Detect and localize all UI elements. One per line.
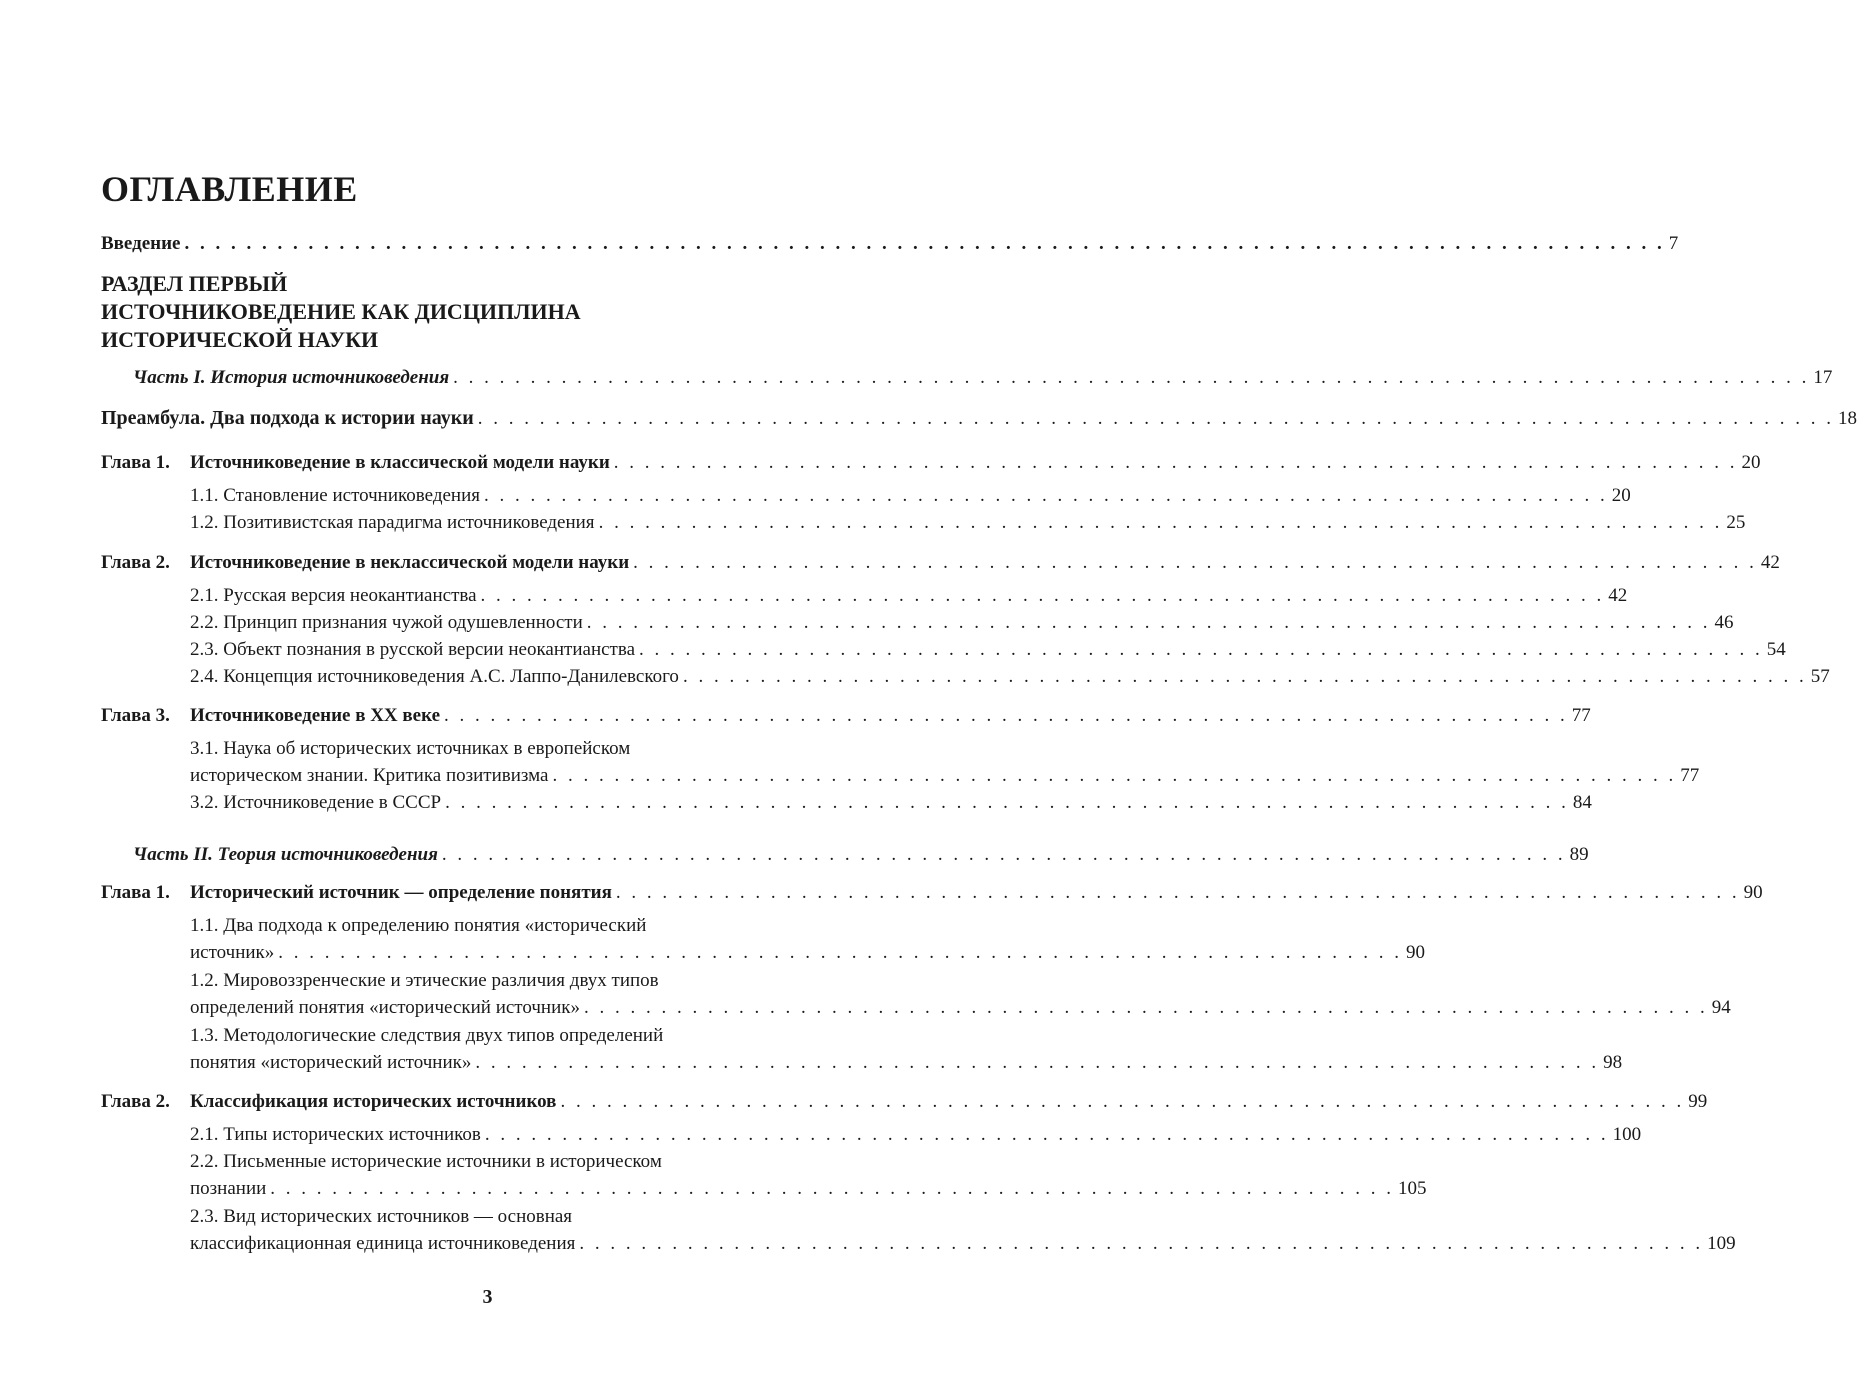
entry-text-line: 1.3. Методологические следствия двух типов определений: [190, 1025, 664, 1046]
dot-leader: . . . . . . . . . . . . . . . . . . . . . . . . . . . . . . . . . . . . . . . . . . . . . . . . . . . . . . . . . . . . . . . . . . . . . . . . .: [444, 705, 1568, 726]
chapter-label: Глава 2.: [101, 552, 170, 573]
dot-leader: . . . . . . . . . . . . . . . . . . . . . . . . . . . . . . . . . . . . . . . . . . . . . . . . . . . . . . . . . . . . . . . . . . . . . . . . .: [480, 585, 1605, 606]
entry-page: 100: [1612, 1124, 1642, 1145]
dot-leader: . . . . . . . . . . . . . . . . . . . . . . . . . . . . . . . . . . . . . . . . . . . . . . . . . . . . . . . . . . . . . . . . . . . . . . . . .: [598, 512, 1723, 533]
section-heading-line: ИСТОЧНИКОВЕДЕНИЕ КАК ДИСЦИПЛИНА: [101, 299, 581, 324]
chapter-label: Глава 1.: [101, 452, 170, 473]
chapter-label: Глава 1.: [101, 882, 170, 903]
toc-entry-chapter: [0, 879, 1763, 907]
section-heading: [101, 270, 581, 354]
toc-entry-part1: [0, 364, 1833, 392]
dot-leader: . . . . . . . . . . . . . . . . . . . . . . . . . . . . . . . . . . . . . . . . . . . . . . . . . . . . . . . . . . . . . . . . . . . . . . . . .: [445, 792, 1569, 813]
chapter-label: Глава 2.: [101, 1091, 170, 1112]
dot-leader: . . . . . . . . . . . . . . . . . . . . . . . . . . . . . . . . . . . . . . . . . . . . . . . . . . . . . . . . . . . . . . . . . . . . . . . . . . . . . . . . . . . . . . . . . . . . . . . .: [184, 233, 1665, 254]
entry-text-line: 1.2. Мировоззренческие и этические различия двух типов: [190, 970, 659, 991]
entry-page: 99: [1688, 1091, 1708, 1112]
section-heading-line: РАЗДЕЛ ПЕРВЫЙ: [101, 271, 288, 296]
entry-page: 18: [1838, 408, 1857, 429]
dot-leader: . . . . . . . . . . . . . . . . . . . . . . . . . . . . . . . . . . . . . . . . . . . . . . . . . . . . . . . . . . . . . . . . . . . . . . . . .: [682, 666, 1807, 687]
entry-text: Источниковедение в классической модели науки: [190, 452, 610, 473]
toc-entry-subsection: [0, 509, 1746, 537]
entry-page: 54: [1766, 639, 1786, 660]
toc-entry-chapter: [0, 702, 1591, 730]
entry-page: 77: [1571, 705, 1591, 726]
entry-text: 1.1. Становление источниковедения: [190, 485, 481, 506]
dot-leader: . . . . . . . . . . . . . . . . . . . . . . . . . . . . . . . . . . . . . . . . . . . . . . . . . . . . . . . . . . . . . . . . . . . . . . . . .: [633, 552, 1757, 573]
toc-entry-subsection: [0, 1175, 1427, 1203]
dot-leader: . . . . . . . . . . . . . . . . . . . . . . . . . . . . . . . . . . . . . . . . . . . . . . . . . . . . . . . . . . . . . . . . . . . . . . . . .: [560, 1091, 1685, 1112]
entry-text: 2.1. Русская версия неокантианства: [190, 585, 477, 606]
dot-leader: . . . . . . . . . . . . . . . . . . . . . . . . . . . . . . . . . . . . . . . . . . . . . . . . . . . . . . . . . . . . . . . . . . . . . . . . .: [270, 1178, 1395, 1199]
dot-leader: . . . . . . . . . . . . . . . . . . . . . . . . . . . . . . . . . . . . . . . . . . . . . . . . . . . . . . . . . . . . . . . . . . . . . . . . . . . . . . . . . . . . . . . .: [477, 408, 1835, 429]
entry-page: 105: [1398, 1178, 1427, 1199]
toc-entry-chapter: [0, 1088, 1708, 1116]
entry-text: Преамбула. Два подхода к истории науки: [101, 407, 474, 429]
entry-page: 25: [1726, 512, 1746, 533]
toc-entry-subsection: [0, 1049, 1623, 1077]
toc-entry-chapter: [0, 549, 1780, 577]
entry-text: 3.2. Источниковедение в СССР: [190, 792, 442, 813]
entry-text: Введение: [101, 233, 181, 254]
entry-page: 77: [1680, 765, 1700, 786]
entry-text-line: 2.3. Вид исторических источников — основная: [190, 1206, 573, 1227]
toc-entry-subsection: [0, 762, 1700, 790]
toc-entry-part2: [0, 841, 1589, 869]
entry-page: 90: [1743, 882, 1763, 903]
page-number: 3: [482, 1286, 493, 1308]
dot-leader: . . . . . . . . . . . . . . . . . . . . . . . . . . . . . . . . . . . . . . . . . . . . . . . . . . . . . . . . . . . . . . . . . . . . . . . . .: [484, 485, 1608, 506]
page-title: ОГЛАВЛЕНИЕ: [101, 169, 358, 209]
entry-text: Классификация исторических источников: [190, 1091, 557, 1112]
entry-page: 42: [1608, 585, 1628, 606]
entry-text: 2.1. Типы исторических источников: [190, 1124, 481, 1145]
toc-entry-subsection: [0, 994, 1731, 1022]
dot-leader: . . . . . . . . . . . . . . . . . . . . . . . . . . . . . . . . . . . . . . . . . . . . . . . . . . . . . . . . . . . . . . . . . . . . . . . . . . . . . . . . . . . . . . . .: [453, 367, 1810, 388]
entry-text: 2.3. Объект познания в русской версии неокантианства: [190, 639, 635, 660]
entry-text: понятия «исторический источник»: [190, 1052, 472, 1073]
toc-entry-subsection: [0, 482, 1631, 510]
toc-entry-subsection: [0, 582, 1628, 610]
entry-text: Исторический источник — определение понятия: [190, 882, 612, 903]
dot-leader: . . . . . . . . . . . . . . . . . . . . . . . . . . . . . . . . . . . . . . . . . . . . . . . . . . . . . . . . . . . . . . . . . . . . . . . . .: [613, 452, 1738, 473]
dot-leader: . . . . . . . . . . . . . . . . . . . . . . . . . . . . . . . . . . . . . . . . . . . . . . . . . . . . . . . . . . . . . . . . . . . . . . . . .: [484, 1124, 1609, 1145]
toc-entry-intro: [0, 230, 1679, 258]
entry-page: 42: [1760, 552, 1780, 573]
entry-text: определений понятия «исторический источник»: [190, 997, 580, 1018]
entry-page: 57: [1810, 666, 1830, 687]
entry-page: 17: [1813, 367, 1833, 388]
entry-text: 2.4. Концепция источниковедения А.С. Лаппо-Данилевского: [190, 666, 679, 687]
toc-entry-subsection: [0, 636, 1786, 664]
entry-text: Часть II. Теория источниковедения: [133, 844, 438, 865]
chapter-label: Глава 3.: [101, 705, 170, 726]
entry-text: 2.2. Принцип признания чужой одушевленности: [190, 612, 583, 633]
entry-page: 98: [1603, 1052, 1623, 1073]
entry-page: 109: [1707, 1233, 1736, 1254]
entry-text-line: 3.1. Наука об исторических источниках в европейском: [190, 738, 631, 759]
dot-leader: . . . . . . . . . . . . . . . . . . . . . . . . . . . . . . . . . . . . . . . . . . . . . . . . . . . . . . . . . . . . . . . . . . . . . . . . .: [586, 612, 1711, 633]
dot-leader: . . . . . . . . . . . . . . . . . . . . . . . . . . . . . . . . . . . . . . . . . . . . . . . . . . . . . . . . . . . . . . . . . . . . . . . . .: [441, 844, 1566, 865]
entry-page: 90: [1406, 942, 1426, 963]
dot-leader: . . . . . . . . . . . . . . . . . . . . . . . . . . . . . . . . . . . . . . . . . . . . . . . . . . . . . . . . . . . . . . . . . . . . . . . . .: [583, 997, 1708, 1018]
dot-leader: . . . . . . . . . . . . . . . . . . . . . . . . . . . . . . . . . . . . . . . . . . . . . . . . . . . . . . . . . . . . . . . . . . . . . . . . .: [475, 1052, 1600, 1073]
entry-text: Источниковедение в неклассической модели науки: [190, 552, 630, 573]
entry-text: историческом знании. Критика позитивизма: [190, 765, 549, 786]
entry-page: 20: [1611, 485, 1631, 506]
entry-page: 94: [1711, 997, 1731, 1018]
toc-entry-subsection: [0, 609, 1734, 637]
entry-text-line: 1.1. Два подхода к определению понятия «исторический: [190, 915, 647, 936]
toc-entry-subsection: [0, 1230, 1736, 1258]
dot-leader: . . . . . . . . . . . . . . . . . . . . . . . . . . . . . . . . . . . . . . . . . . . . . . . . . . . . . . . . . . . . . . . . . . . . . . . . .: [615, 882, 1740, 903]
dot-leader: . . . . . . . . . . . . . . . . . . . . . . . . . . . . . . . . . . . . . . . . . . . . . . . . . . . . . . . . . . . . . . . . . . . . . . . . .: [552, 765, 1677, 786]
toc-entry-subsection: [0, 1121, 1642, 1149]
entry-text: источник»: [190, 942, 275, 963]
entry-page: 7: [1668, 233, 1679, 254]
section-heading-line: ИСТОРИЧЕСКОЙ НАУКИ: [101, 327, 379, 352]
toc-entry-subsection: [0, 939, 1426, 967]
entry-page: 46: [1714, 612, 1734, 633]
entry-text: Часть I. История источниковедения: [133, 367, 450, 388]
toc-entry-chapter: [0, 449, 1761, 477]
dot-leader: . . . . . . . . . . . . . . . . . . . . . . . . . . . . . . . . . . . . . . . . . . . . . . . . . . . . . . . . . . . . . . . . . . . . . . . . .: [579, 1233, 1704, 1254]
entry-text: Источниковедение в XX веке: [190, 705, 441, 726]
entry-text: классификационная единица источниковедения: [190, 1233, 576, 1254]
toc-entry-subsection: [0, 789, 1592, 817]
entry-page: 84: [1572, 792, 1592, 813]
entry-text-line: 2.2. Письменные исторические источники в историческом: [190, 1151, 662, 1172]
toc-entry-subsection: [0, 663, 1830, 691]
entry-page: 89: [1569, 844, 1589, 865]
dot-leader: . . . . . . . . . . . . . . . . . . . . . . . . . . . . . . . . . . . . . . . . . . . . . . . . . . . . . . . . . . . . . . . . . . . . . . . . .: [278, 942, 1403, 963]
toc-entry-preamble: [0, 404, 1857, 432]
entry-page: 20: [1741, 452, 1761, 473]
entry-text: 1.2. Позитивистская парадигма источниковедения: [190, 512, 595, 533]
dot-leader: . . . . . . . . . . . . . . . . . . . . . . . . . . . . . . . . . . . . . . . . . . . . . . . . . . . . . . . . . . . . . . . . . . . . . . . . .: [639, 639, 1763, 660]
entry-text: познании: [190, 1178, 267, 1199]
